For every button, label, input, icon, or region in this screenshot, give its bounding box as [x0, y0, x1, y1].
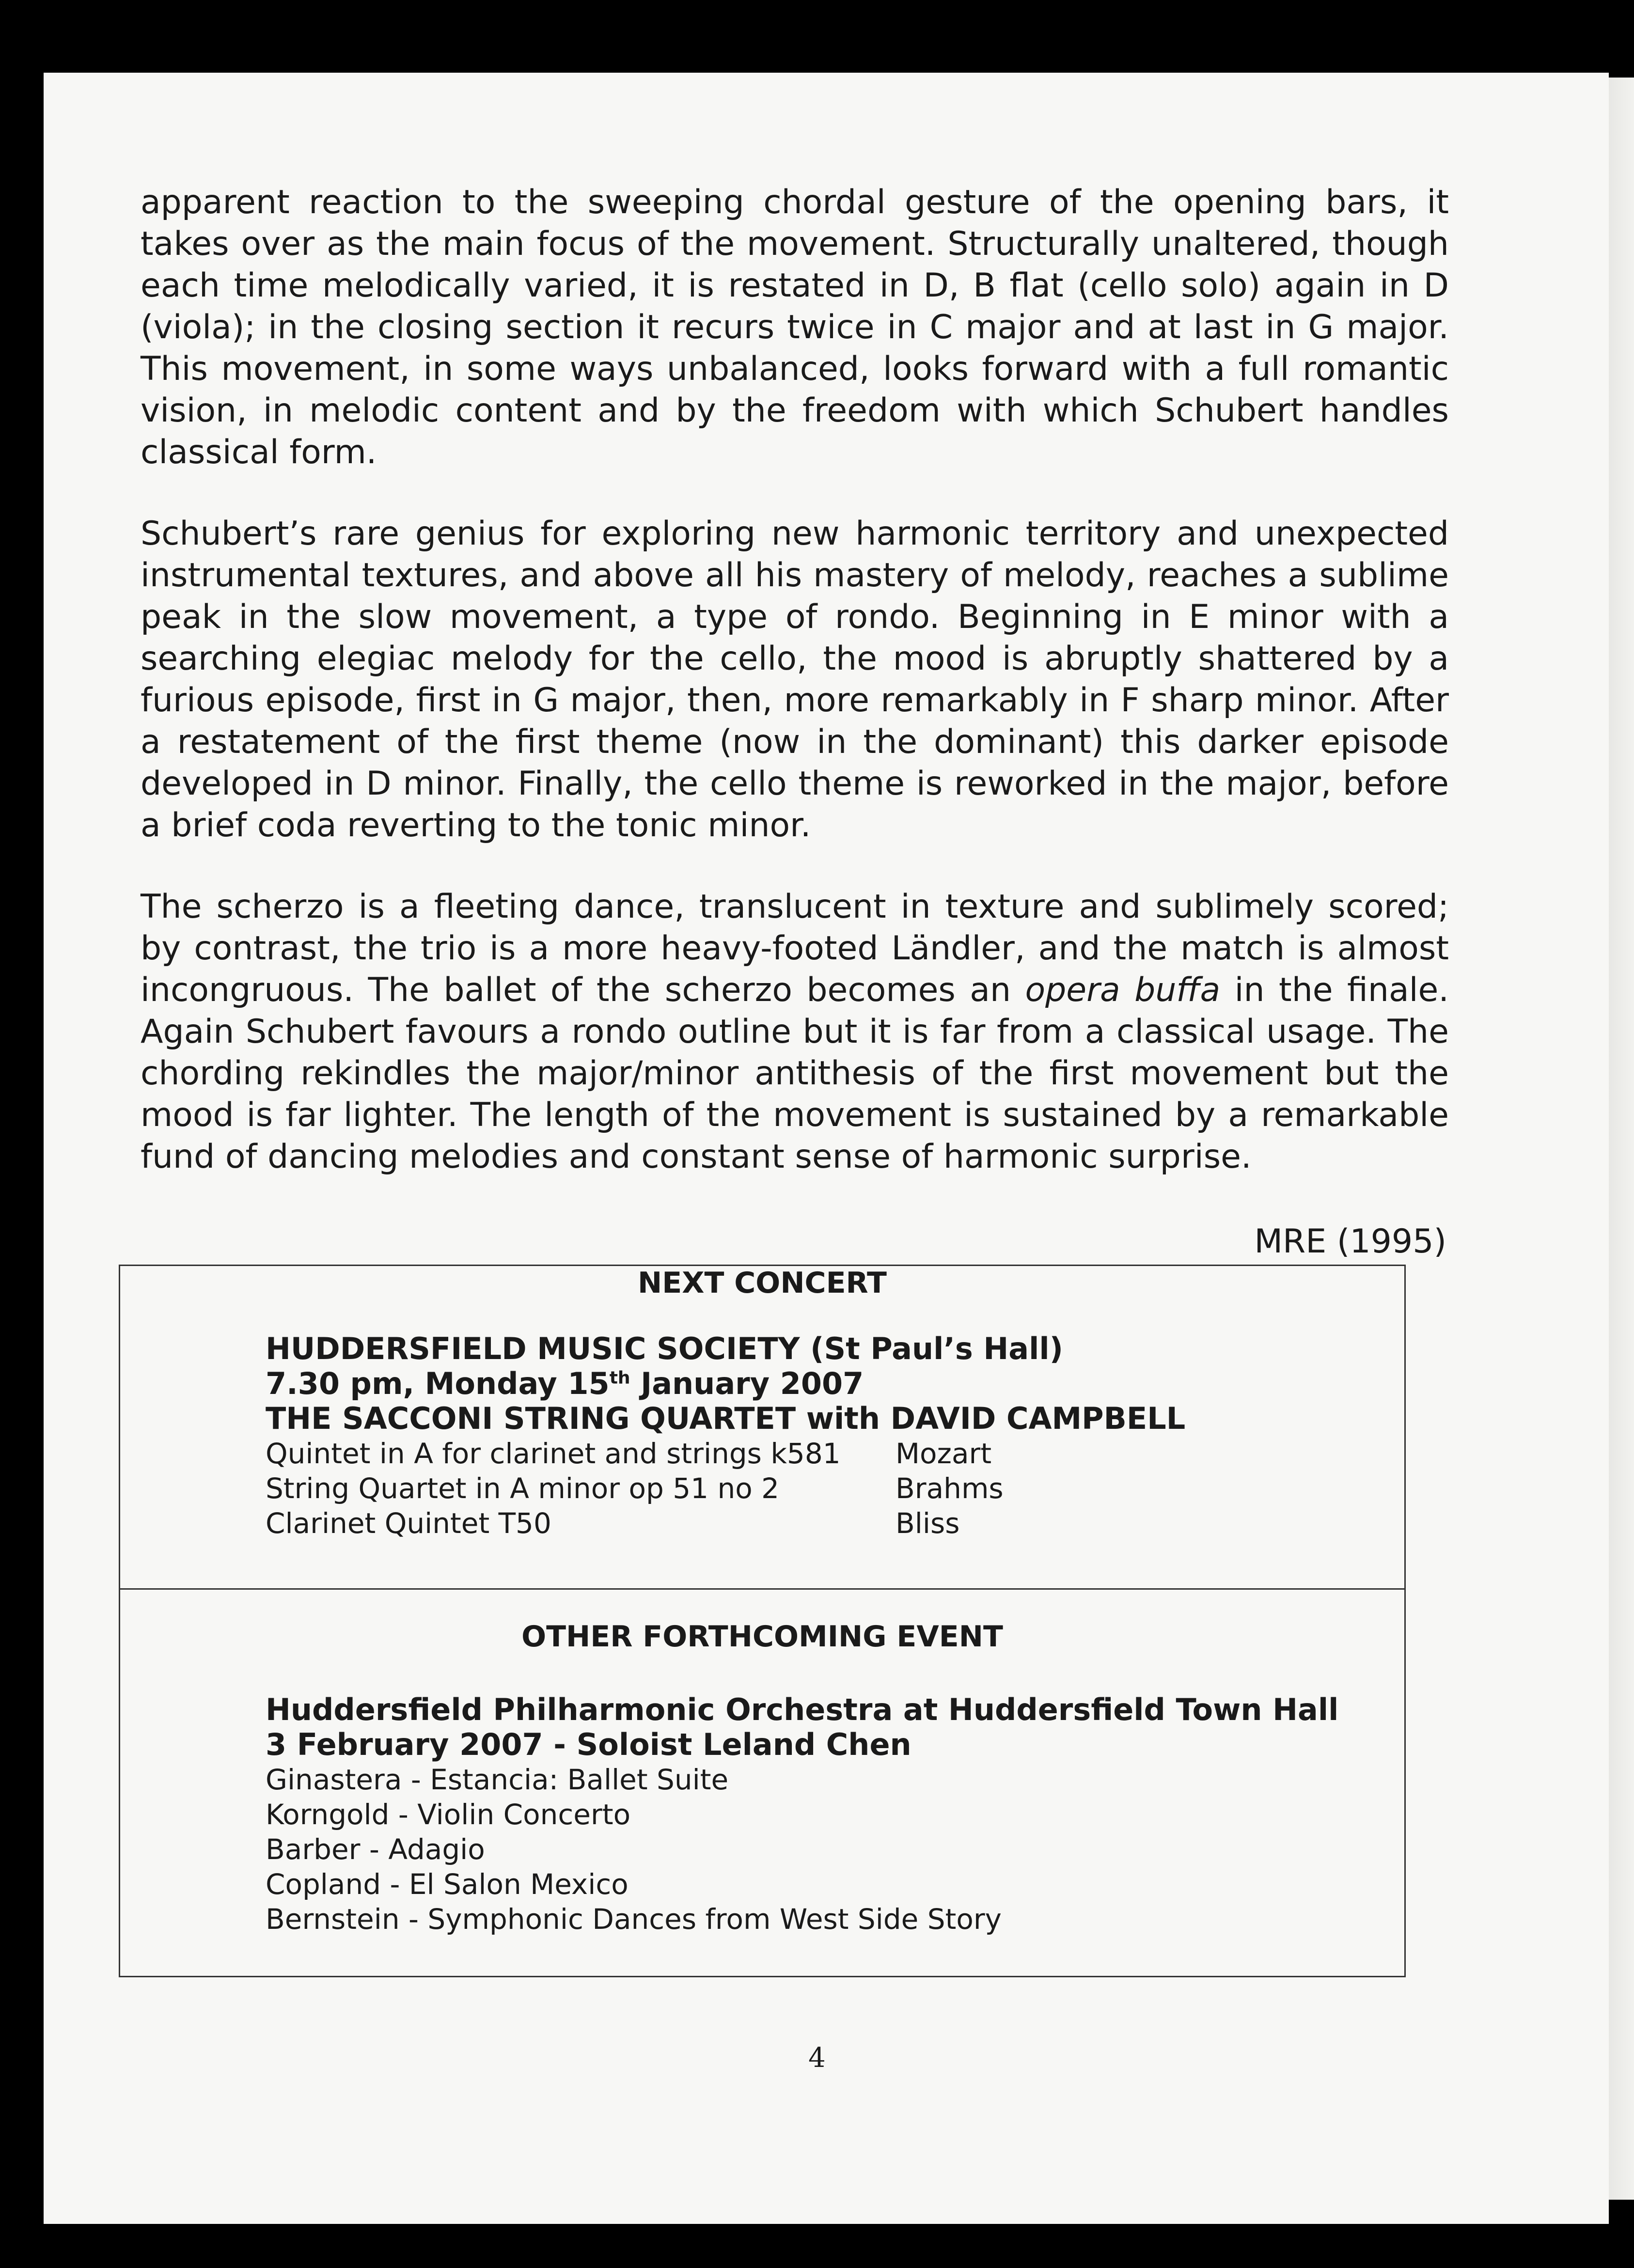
other-event-date: 3 February 2007 - Soloist Leland Chen: [266, 1727, 911, 1762]
concert-info-box: [119, 1265, 1406, 1977]
time-pre: 7.30 pm, Monday 15: [266, 1366, 610, 1401]
paragraph-3-part-2: in the finale. Again Schubert favours a rondo outline but it is far from a classical usage. The chording rekindles the major/minor antithesis of the first movement but the mood is far lighter. The length of the movement is sustained by a remarkable fund of dancing melodies and constant sense of harmonic surprise.: [141, 971, 1449, 1176]
paragraph-1: apparent reaction to the sweeping chordal gesture of the opening bars, it takes over as the main focus of the movement. Structurally unaltered, though each time melodically varied, it is restated in D, B flat (cello solo) again in D (viola); in the closing section it recurs twice in C major and at last in G major. This movement, in some ways unbalanced, looks forward with a full romantic vision, in melodic content and by the freedom with which Schubert handles classical form.: [141, 183, 1449, 471]
other-programme-item: Korngold - Violin Concerto: [266, 1798, 631, 1831]
programme-work: Clarinet Quintet T50: [266, 1507, 551, 1540]
time-post: January 2007: [630, 1366, 864, 1401]
next-concert-heading: NEXT CONCERT: [638, 1266, 887, 1300]
other-event-heading: OTHER FORTHCOMING EVENT: [521, 1620, 1003, 1654]
next-concert-time: [266, 1366, 1380, 1401]
paragraph-3: [141, 886, 1449, 1178]
next-concert-details: [266, 1331, 1380, 1541]
next-concert-venue: HUDDERSFIELD MUSIC SOCIETY (St Paul’s Hall): [266, 1331, 1063, 1366]
paragraph-2: Schubert’s rare genius for exploring new harmonic territory and unexpected instrumental textures, and above all his mastery of melody, reaches a sublime peak in the slow movement, a type of rondo. Beginning in E minor with a searching elegiac melody for the cello, the mood is abruptly shattered by a furious episode, first in G major, then, more remarkably in F sharp minor. After a restatement of the first theme (now in the dominant) this darker episode developed in D minor. Finally, the cello theme is reworked in the major, before a brief coda reverting to the tonic minor.: [141, 515, 1449, 845]
other-event-details: [266, 1692, 1380, 1937]
programme-item: [266, 1471, 1380, 1506]
next-concert-performers: THE SACCONI STRING QUARTET with DAVID CAMPBELL: [266, 1401, 1186, 1436]
other-programme-item: Copland - El Salon Mexico: [266, 1868, 628, 1901]
article-body: [141, 182, 1449, 1178]
programme-work: Quintet in A for clarinet and strings k581: [266, 1437, 841, 1470]
programme-composer: Mozart: [896, 1437, 992, 1470]
programme-work: String Quartet in A minor op 51 no 2: [266, 1472, 780, 1505]
programme-composer: Bliss: [896, 1507, 960, 1540]
programme-item: [266, 1436, 1380, 1471]
other-programme-item: Barber - Adagio: [266, 1833, 485, 1866]
author-credit: MRE (1995): [1254, 1222, 1446, 1261]
other-event-venue: Huddersfield Philharmonic Orchestra at Huddersfield Town Hall: [266, 1692, 1339, 1727]
time-sup: th: [609, 1368, 630, 1388]
programme-item: [266, 1506, 1380, 1541]
paragraph-3-italic: opera buffa: [1025, 971, 1221, 1009]
other-programme-item: Ginastera - Estancia: Ballet Suite: [266, 1763, 729, 1796]
programme-composer: Brahms: [896, 1472, 1004, 1505]
page-number: 4: [808, 2042, 826, 2074]
paragraph-3-part-1: The scherzo is a fleeting dance, translucent in texture and sublimely scored; by contrast, the trio is a more heavy-footed Ländler, and the match is almost incongruous. The ballet of the scherzo becomes an: [141, 888, 1449, 1009]
box-divider: [120, 1588, 1404, 1590]
other-programme-item: Bernstein - Symphonic Dances from West Side Story: [266, 1903, 1002, 1936]
